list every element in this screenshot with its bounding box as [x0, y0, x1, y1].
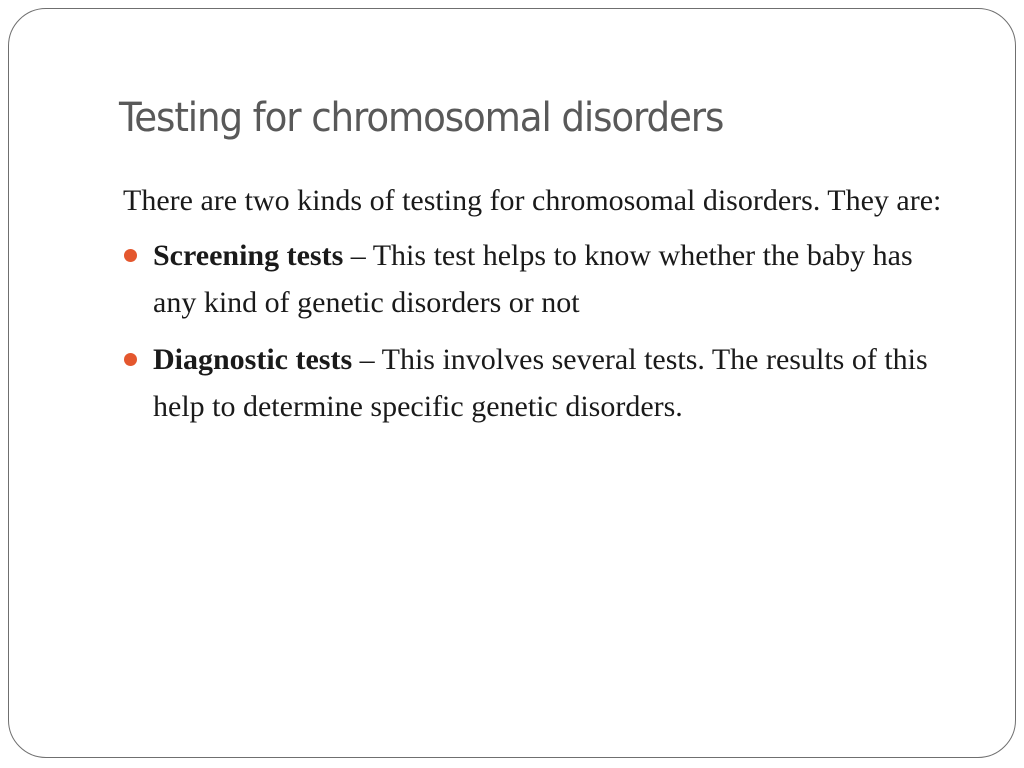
slide-frame — [8, 8, 1016, 758]
intro-text: There are two kinds of testing for chromosomal disorders. They are: — [123, 184, 942, 217]
bullet-item-screening — [123, 232, 983, 326]
bullet-description: This test helps to know whether the baby has any kind of genetic disorders or not — [153, 239, 913, 319]
bullet-term: Screening tests — [153, 239, 344, 272]
bullet-separator: – — [352, 343, 382, 376]
bullet-description: This involves several tests. The results of this help to determine specific genetic disorders. — [153, 343, 928, 423]
bullet-separator: – — [343, 239, 373, 272]
bullet-term: Diagnostic tests — [153, 343, 353, 376]
slide-body — [123, 177, 983, 440]
bullet-item-diagnostic — [123, 336, 983, 430]
bullet-dot-icon — [124, 249, 137, 262]
bullet-list — [123, 232, 983, 430]
slide-title: Testing for chromosomal disorders — [119, 95, 724, 141]
bullet-dot-icon — [124, 353, 137, 366]
